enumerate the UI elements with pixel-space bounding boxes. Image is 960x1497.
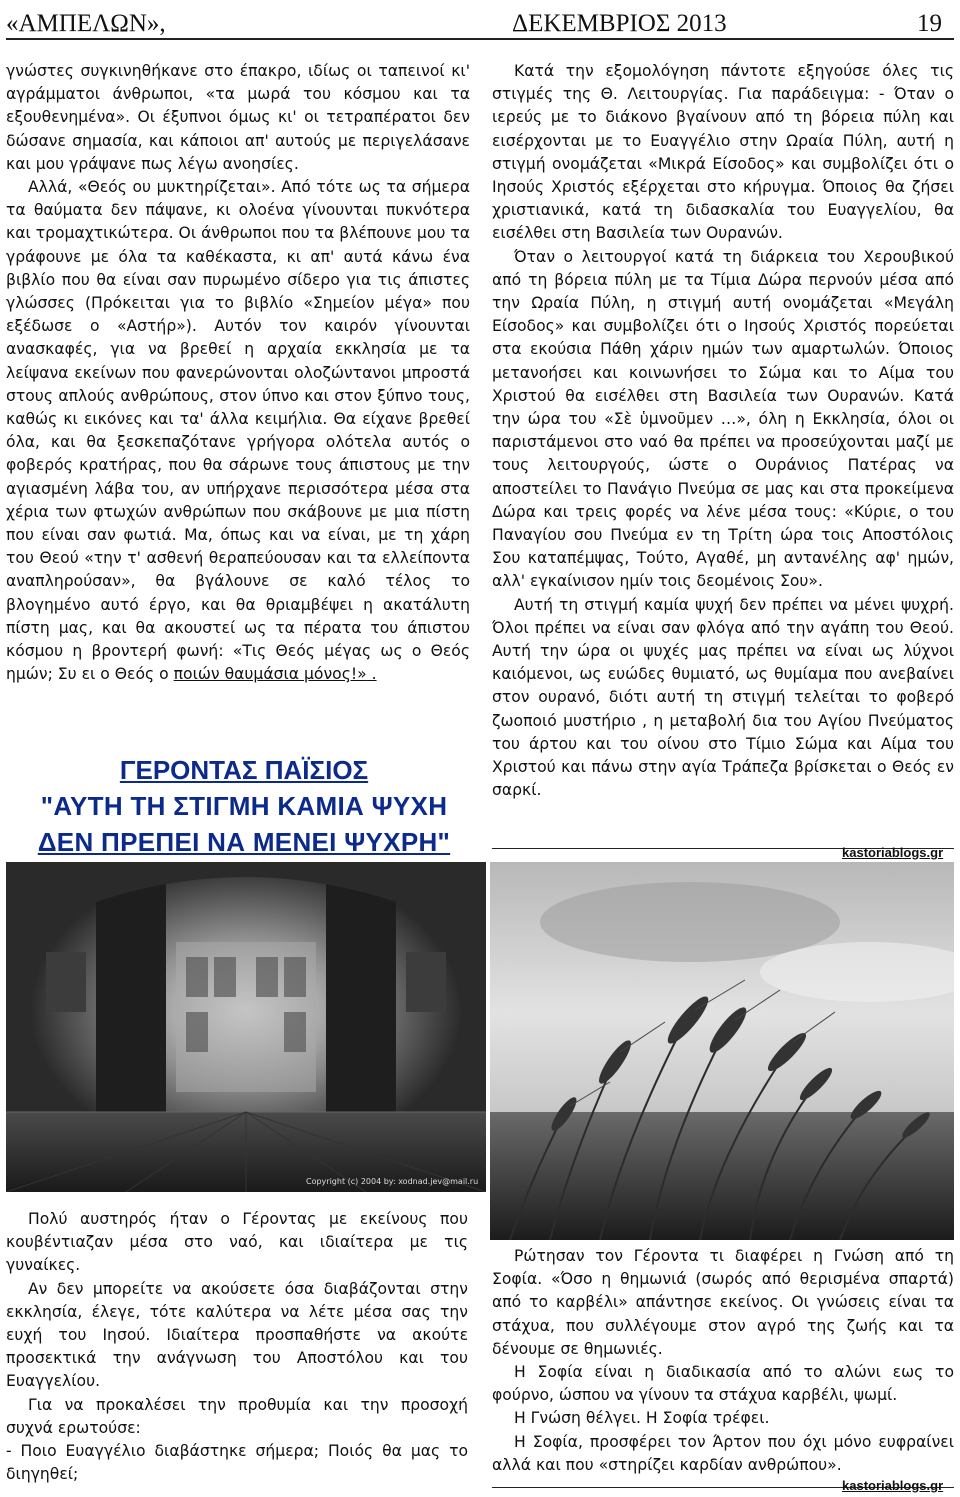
paragraph: Κατά την εξομολόγηση πάντοτε εξηγούσε όλες τις στιγμές της Θ. Λειτουργίας. Για παράδειγμα: - Όταν ο ιερεύς με το διάκονο βγαίνουν από τη βόρεια πύλη και εισέρχονται με το Ευαγγέλιο στην Ωραία Πύλη, αυτή η στιγμή ονομάζεται «Μικρά Είσοδος» και συμβολίζει ότι ο Ιησούς Χριστός εξέρχεται στο κήρυγμα. Όποιος θα ζήσει χριστιανικά, κατά τη διδασκαλία του Ευαγγελίου, θα εισέλθει στη Βασιλεία των Ουρανών. <box>492 62 954 243</box>
article-title <box>0 752 488 860</box>
paragraph: Η Σοφία, προσφέρει τον Άρτον που όχι μόνο ευφραίνει αλλά και που «στηρίζει καρδίαν ανθρώπου». <box>492 1432 954 1474</box>
title-line-2: "ΑΥΤΗ ΤΗ ΣΤΙΓΜΗ ΚΑΜΙΑ ΨΥΧΗ <box>40 791 448 821</box>
paragraph: Ρώτησαν τον Γέροντα τι διαφέρει η Γνώση από τη Σοφία. «Όσο η θημωνιά (σωρός από θερισμένα σπαρτά) από το καρβέλι» απάντησε εκείνος. Οι γνώσεις είναι τα στάχυα, που συλλέγουμε στον αγρό της ζωής και τα δένουμε σε θημωνιές. <box>492 1247 954 1358</box>
page-header <box>6 6 954 40</box>
paragraph: Πολύ αυστηρός ήταν ο Γέροντας με εκείνους που κουβέντιαζαν μέσα στο ναό, και ιδιαίτερα με τις γυναίκες. <box>6 1210 468 1275</box>
article-body-bottom-right <box>492 1245 954 1477</box>
paragraph: Η Γνώση θέλγει. Η Σοφία τρέφει. <box>514 1409 770 1428</box>
paragraph-ending: ποιών θαυμάσια μόνος!» <box>173 665 367 684</box>
paragraph: Η Σοφία είναι η διαδικασία από το αλώνι εως το φούρνο, ώσπου να γίνουν τα στάχυα καρβέλι, ψωμί. <box>492 1363 954 1405</box>
paragraph: Αν δεν μπορείτε να ακούσετε όσα διαβάζονται στην εκκλησία, έλεγε, τότε καλύτερα να λέτε μέσα σας την ευχή του Ιησού. Ιδιαίτερα προσπαθήστε να ακούτε προσεκτικά την ανάγνωση του Αποστόλου και του Ευαγγελίου. <box>6 1279 468 1391</box>
article-body <box>492 60 954 803</box>
page-number: 19 <box>917 10 942 37</box>
church-interior-photo <box>6 862 486 1192</box>
paragraph-text: Αλλά, «Θεός ου μυκτηρίζεται». Από τότε ως τα σήμερα τα θαύματα δεν πάψανε, κι ολοένα γίνουνται πυκνότερα και τρομαχτικώτερα. Οι άνθρωποι που τα βλέπουνε μου τα γράφουνε με όλα τα καθέκαστα, κι απ' αυτά κάνω ένα βιβλίο που θα είναι σαν πυρωμένο σίδερο για τις άπιστες γλώσσες (Πρόκειται για το βιβλίο «Σημείον μέγα» που εξέδωσε ο «Αστήρ»). Αυτόν τον καιρόν γίνουνται ανασκαφές, για να βρεθεί η αρχαία εκκλησία με τα λείψανα εκείνων που φανερώνονται ολοζώντανοι μπροστά στους απλούς ανθρώπους, στον ύπνο και στον ξύπνο τους, καθώς κι εικόνες και τα' άλλα κειμήλια. Θα είχανε βρεθεί όλα, και θα ξεσκεπαζότανε γρήγορα ολότελα αυτός ο φοβερός κρατήρας, που θα σάρωνε τους άπιστους με την αγιασμένη λάβα του, αν υπήρχανε περισσότερα μέσα στα χέρια των φτωχών ανθρώπων που σκάβουνε με μια πίστη που είναι σαν φωτιά. Μα, όπως και να είναι, με τη χάρη του Θεού «την τ' ασθενή θεραπεύουσαν και τα ελλείποντα αναπληρούσαν», θα βγάλουνε σε καλό τέλος το βλογημένο αυτό έργο, και θα θριαμβέψει η ακατάλυτη πίστη μας, και θα ακουστεί ως τα πέρατα του άπιστου κόσμου η βροντερή φωνή: «Τις Θεός μέγας ως ο Θεός ημών; Συ ει ο Θεός ο <box>6 178 471 684</box>
paragraph: Αλλά, «Θεός ου μυκτηρίζεται». Από τότε ως τα σήμερα τα θαύματα δεν πάψανε, κι ολοένα γίνουνται πυκνότερα και τρομαχτικώτερα. Οι άνθρωποι που τα βλέπουνε μου τα γράφουνε με όλα τα καθέκαστα, κι απ' αυτά κάνω ένα βιβλίο που θα είναι σαν πυρωμένο σίδερο για τις άπιστες γλώσσες (Πρόκειται για το βιβλίο «Σημείον μέγα» που εξέδωσε ο «Αστήρ»). Αυτόν τον καιρόν γίνουνται ανασκαφές, για να βρεθεί η αρχαία εκκλησία με τα λείψανα εκείνων που φανερώνονται ολοζώντανοι μπροστά στους απλούς ανθρώπους, στον ύπνο και στον ξύπνο τους, καθώς κι εικόνες και τα' άλλα κειμήλια. Θα είχανε βρεθεί όλα, και θα ξεσκεπαζότανε γρήγορα ολότελα αυτός ο φοβερός κρατήρας, που θα σάρωνε τους άπιστους με την αγιασμένη λάβα του, αν υπήρχανε περισσότερα μέσα στα χέρια των φτωχών ανθρώπων που σκάβουνε με μια πίστη που είναι σαν φωτιά. Μα, όπως και να είναι, με τη χάρη του Θεού «την τ' ασθενή θεραπεύουσαν και τα ελλείποντα αναπληρούσαν», θα βγάλουνε σε καλό τέλος το βλογημένο αυτό έργο, και θα θριαμβέψει η ακατάλυτη πίστη μας, και θα ακουστεί ως τα πέρατα του άπιστου κόσμου η βροντερή φωνή: «Τις Θεός μέγας ως ο Θεός ημών; Συ ει ο Θεός ο ποιών θαυμάσια μόνος!» . <box>6 178 471 684</box>
newspaper-name: «ΑΜΠΕΛΩΝ», <box>6 10 166 37</box>
issue-date: ΔΕΚΕΜΒΡΙΟΣ 2013 <box>512 10 727 37</box>
article-continuation <box>6 60 470 686</box>
paragraph: - Ποιο Ευαγγέλιο διαβάστηκε σήμερα; Ποιός θα μας το διηγηθεί; <box>6 1442 468 1484</box>
paragraph: Για να προκαλέσει την προθυμία και την προσοχή συχνά ερωτούσε: <box>6 1395 468 1437</box>
wheat-field-photo <box>490 862 954 1240</box>
title-line-3: ΔΕΝ ΠΡΕΠΕΙ ΝΑ ΜΕΝΕΙ ΨΥΧΡΗ" <box>37 827 451 857</box>
paragraph: γνώστες συγκινηθήκανε στο έπακρο, ιδίως οι ταπεινοί κι' αγράμματοι άνθρωποι, «τα μωρά του κόσμου και τα εξουθενημένα». Οι έξυπνοι όμως κι' οι τετραπέρατοι δεν δώσανε σημασία, και κάποιοι απ' αυτούς με περιγελάσανε και μου γράψανε πως λέγω ανοησίες. <box>6 62 470 173</box>
photo-copyright: Copyright (c) 2004 by: xodnad.jev@mail.ru <box>306 1177 479 1186</box>
source-credit: kastoriablogs.gr <box>842 1478 944 1493</box>
article-body-bottom-left <box>6 1208 468 1486</box>
title-line-1: ΓΕΡΟΝΤΑΣ ΠΑΪΣΙΟΣ <box>119 755 369 785</box>
source-credit: kastoriablogs.gr <box>842 845 944 860</box>
paragraph: Αυτή τη στιγμή καμία ψυχή δεν πρέπει να μένει ψυχρή. Όλοι πρέπει να είναι σαν φλόγα από την αγάπη του Θεού. Αυτή την ώρα οι ψυχές μας πρέπει να είναι ως λύχνοι καιόμενοι, ως ευώδες θυμιατό, ως θυμίαμα που ανεβαίνει στον ουρανό, διότι αυτή τη στιγμή τελείται το φοβερό ζωοποιό μυστήριο , η μεταβολή δια του Αγίου Πνεύματος του άρτου και του οίνου στο Τίμιο Σώμα και Αίμα του Χριστού και πάνω στην αγία Τράπεζα βρίσκεται ο Θεός εν σαρκί. <box>492 595 954 800</box>
paragraph: Όταν ο λειτουργοί κατά τη διάρκεια του Χερουβικού από τη βόρεια πύλη με τα Τίμια Δώρα περνούν μέσα από την Ωραία Πύλη, η στιγμή αυτή ονομάζεται «Μεγάλη Είσοδος» και συμβολίζει ότι ο Ιησούς Χριστός πορεύεται στα εκούσια Πάθη χάριν ημών των αμαρτωλών. Όποιος μετανοήσει και κοινωνήσει το Σώμα και το Αίμα του Χριστού θα εισέλθει στη Βασιλεία των Ουρανών. Κατά την ώρα του «Σὲ ὑμνοῦμεν …», όλη η Εκκλησία, όλοι οι παριστάμενοι στο ναό θα πρέπει να προσεύχονται μαζί με τους λειτουργούς, ώστε ο Ουράνιος Πατέρας να αποστείλει το Πανάγιο Πνεύμα σε μας και στα προκείμενα Δώρα και τρεις φορές να λένε μέσα τους: «Κύριε, ο του Παναγίου σου Πνεύμα εν τη Τρίτη ώρα τοις Αποστόλοις Σου καταπέμψας, Τούτο, Αγαθέ, μη αντανέλης αφ' ημών, αλλ' εγκαίνισον ημίν τοις δεομένοις Σου». <box>492 247 954 591</box>
header-rule <box>6 38 954 40</box>
